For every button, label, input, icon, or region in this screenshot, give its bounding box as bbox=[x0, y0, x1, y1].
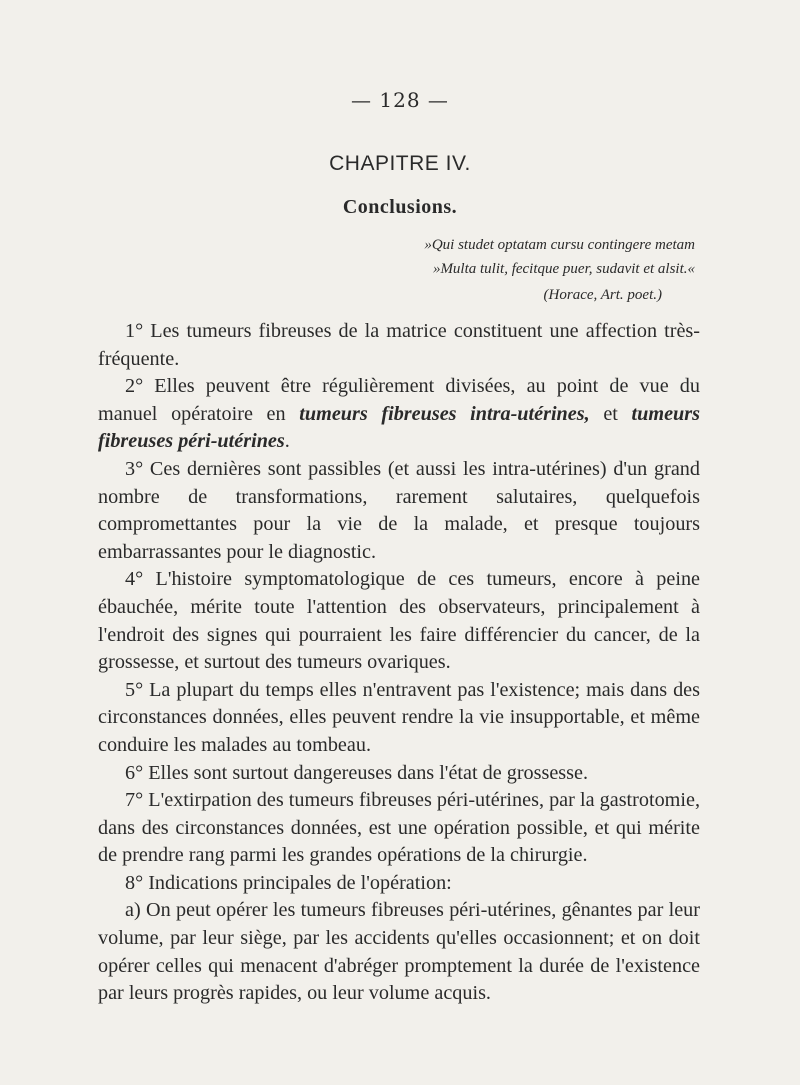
paragraph-9: a) On peut opérer les tumeurs fibreuses péri-utérines, gênantes par leur volume, par leur siège, par les accidents qu'elles occasionnent; et on doit opérer celles qui menacent d'abréger promptement la durée de l'existence par leurs progrès rapides, ou leur volume acquis. bbox=[98, 899, 700, 1005]
body-text bbox=[98, 318, 700, 1008]
epigraph-line-2: »Multa tulit, fecitque puer, sudavit et alsit.« bbox=[432, 261, 695, 277]
epigraph-line-1: »Qui studet optatam cursu contingere metam bbox=[424, 237, 695, 253]
emphasis-peri-uterines: tumeurs fibreuses péri-utérines bbox=[98, 402, 700, 453]
paragraph-1: 1° Les tumeurs fibreuses de la matrice constituent une affection très-fréquente. bbox=[98, 320, 700, 370]
paragraph-8: 8° Indications principales de l'opération: bbox=[125, 871, 452, 894]
paragraph-2 bbox=[98, 373, 700, 456]
emphasis-intra-uterines: tumeurs fibreuses intra-utérines, bbox=[299, 402, 590, 425]
epigraph-attribution: (Horace, Art. poet.) bbox=[543, 287, 662, 303]
section-title: Conclusions. bbox=[342, 196, 458, 218]
paragraph-2-text-start: 2° Elles peuvent être régulièrement divisées, au point de vue du manuel opératoire en bbox=[98, 375, 700, 425]
paragraph-5: 5° La plupart du temps elles n'entravent pas l'existence; mais dans des circonstances données, elles peuvent rendre la vie insupportable, et même conduire les malades au tombeau. bbox=[98, 678, 700, 756]
paragraph-7: 7° L'extirpation des tumeurs fibreuses péri-utérines, par la gastrotomie, dans des circonstances données, est une opération possible, et qui mérite de prendre rang parmi les grandes opérations de la chirurgie. bbox=[98, 789, 700, 867]
paragraph-6: 6° Elles sont surtout dangereuses dans l'état de grossesse. bbox=[125, 761, 589, 784]
paragraph-2-text-mid: et bbox=[589, 402, 632, 425]
paragraph-2-text-end: . bbox=[284, 430, 290, 453]
paragraph-3: 3° Ces dernières sont passibles (et aussi les intra-utérines) d'un grand nombre de transformations, rarement salutaires, quelquefois compromettantes pour la vie de la malade, et presque toujours embarrassantes pour le diagnostic. bbox=[98, 457, 700, 563]
paragraph-4: 4° L'histoire symptomatologique de ces tumeurs, encore à peine ébauchée, mérite toute l'attention des observateurs, principalement à l'endroit des signes qui pourraient les faire différencier du cancer, de la grossesse, et surtout des tumeurs ovariques. bbox=[98, 568, 700, 674]
page-number: — 128 — bbox=[351, 88, 449, 112]
chapter-title: CHAPITRE IV. bbox=[329, 152, 471, 175]
